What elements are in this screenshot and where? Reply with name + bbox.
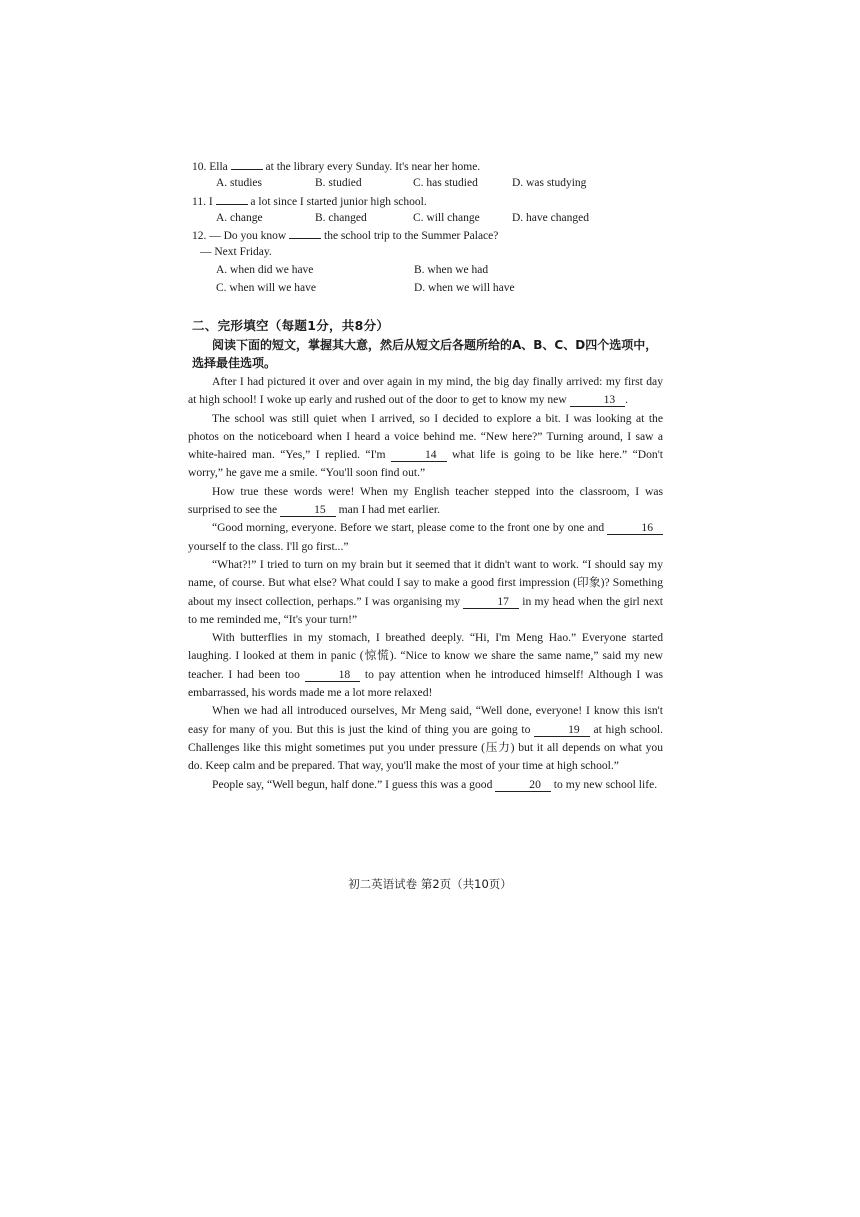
blank-13: 13: [570, 393, 626, 407]
question-12: [192, 227, 498, 245]
passage-text: With butterflies in my stomach, I breathed deeply. “Hi, I'm Meng Hao.” Everyone started laughing. I looked at them in panic (惊慌). “Nice to know we share the same name,” said my new teacher. I had been too: [188, 631, 663, 681]
answer-blank: [289, 227, 321, 239]
question-stem-post: a lot since I started junior high school.: [250, 196, 427, 208]
question-12-reply: — Next Friday.: [200, 246, 272, 258]
option-d: D. have changed: [512, 212, 589, 224]
page-footer: 初二英语试卷 第2页（共10页）: [348, 877, 512, 891]
option-a: A. change: [216, 212, 263, 224]
question-stem-pre: I: [208, 196, 213, 208]
blank-18: 18: [305, 668, 361, 682]
option-c: C. has studied: [413, 177, 478, 189]
question-number: 11.: [192, 196, 206, 208]
passage-paragraph: [188, 373, 663, 410]
question-number: 12.: [192, 230, 207, 242]
passage-paragraph: [188, 556, 663, 629]
passage-text: man I had met earlier.: [338, 503, 440, 517]
option-d: D. was studying: [512, 177, 587, 189]
option-b: B. studied: [315, 177, 362, 189]
passage-text: The school was still quiet when I arrived, so I decided to explore a bit. I was looking at the photos on the noticeboard when I heard a voice behind me. “New here?” Turning around, I saw a white-haired man. “Yes,” I replied. “I'm: [188, 411, 663, 462]
question-stem-post: the school trip to the Summer Palace?: [324, 230, 499, 242]
blank-19: 19: [534, 723, 590, 737]
option-a: A. when did we have: [216, 264, 314, 276]
blank-14: 14: [391, 448, 447, 462]
option-d: D. when we will have: [414, 282, 515, 294]
passage-text: People say, “Well begun, half done.” I guess this was a good: [212, 777, 493, 791]
question-stem-post: at the library every Sunday. It's near her home.: [265, 161, 481, 173]
answer-blank: [216, 193, 248, 205]
passage-text: yourself to the class. I'll go first...”: [188, 539, 349, 553]
blank-17: 17: [463, 595, 519, 609]
section-title: 二、完形填空（每题1分，共8分）: [192, 318, 390, 333]
instruction-line-1: 阅读下面的短文，掌握其大意，然后从短文后各题所给的A、B、C、D四个选项中，: [212, 338, 658, 352]
section-instruction: [192, 336, 664, 372]
passage-text: After I had pictured it over and over again in my mind, the big day finally arrived: my first day at high school! I woke up early and rushed out of the door to get to know my new: [188, 375, 663, 407]
option-c: C. when will we have: [216, 282, 316, 294]
question-10: [192, 158, 480, 176]
instruction-line-2: 选择最佳选项。: [192, 356, 277, 370]
question-stem-pre: — Do you know: [209, 230, 287, 242]
option-a: A. studies: [216, 177, 262, 189]
option-b: B. when we had: [414, 264, 489, 276]
question-11: [192, 193, 427, 211]
passage-paragraph: [188, 483, 663, 520]
passage-text: “Good morning, everyone. Before we start, please come to the front one by one and: [212, 521, 605, 535]
question-number: 10.: [192, 161, 207, 173]
passage-paragraph: [188, 519, 663, 556]
cloze-passage: [188, 373, 663, 794]
passage-text: in my head when the girl next to me reminded me, “It's your turn!”: [188, 594, 663, 626]
answer-blank: [231, 158, 263, 170]
passage-paragraph: [188, 702, 663, 775]
option-b: B. changed: [315, 212, 367, 224]
passage-paragraph: [188, 776, 663, 794]
passage-text: at high school. Challenges like this might sometimes put you under pressure (压力) but it all depends on what you do. Keep calm and be prepared. That way, you'll make the most of your time at high school.”: [188, 722, 664, 773]
passage-paragraph: [188, 629, 663, 702]
blank-16: 16: [607, 521, 663, 535]
passage-text: When we had all introduced ourselves, Mr Meng said, “Well done, everyone! I know this isn't easy for many of you. But this is just the kind of thing you are going to: [188, 704, 663, 736]
passage-paragraph: [188, 410, 663, 483]
passage-text: to pay attention when he introduced himself! Although I was embarrassed, his words made me a lot more relaxed!: [188, 667, 663, 700]
option-c: C. will change: [413, 212, 480, 224]
passage-text: to my new school life.: [553, 777, 658, 791]
question-stem-pre: Ella: [209, 161, 228, 173]
blank-20: 20: [495, 778, 551, 792]
passage-text: “What?!” I tried to turn on my brain but it seemed that it didn't want to work. “I should say my name, of course. But what else? What could I say to make a good first impression (印象)? Something about my insect collection, perhaps.” I was organising my: [188, 557, 663, 608]
passage-text: How true these words were! When my English teacher stepped into the classroom, I was surprised to see the: [188, 484, 663, 517]
passage-text: what life is going to be like here.” “Don't worry,” he gave me a smile. “You'll soon find out.”: [188, 448, 664, 480]
passage-text: .: [625, 393, 629, 407]
blank-15: 15: [280, 503, 336, 517]
